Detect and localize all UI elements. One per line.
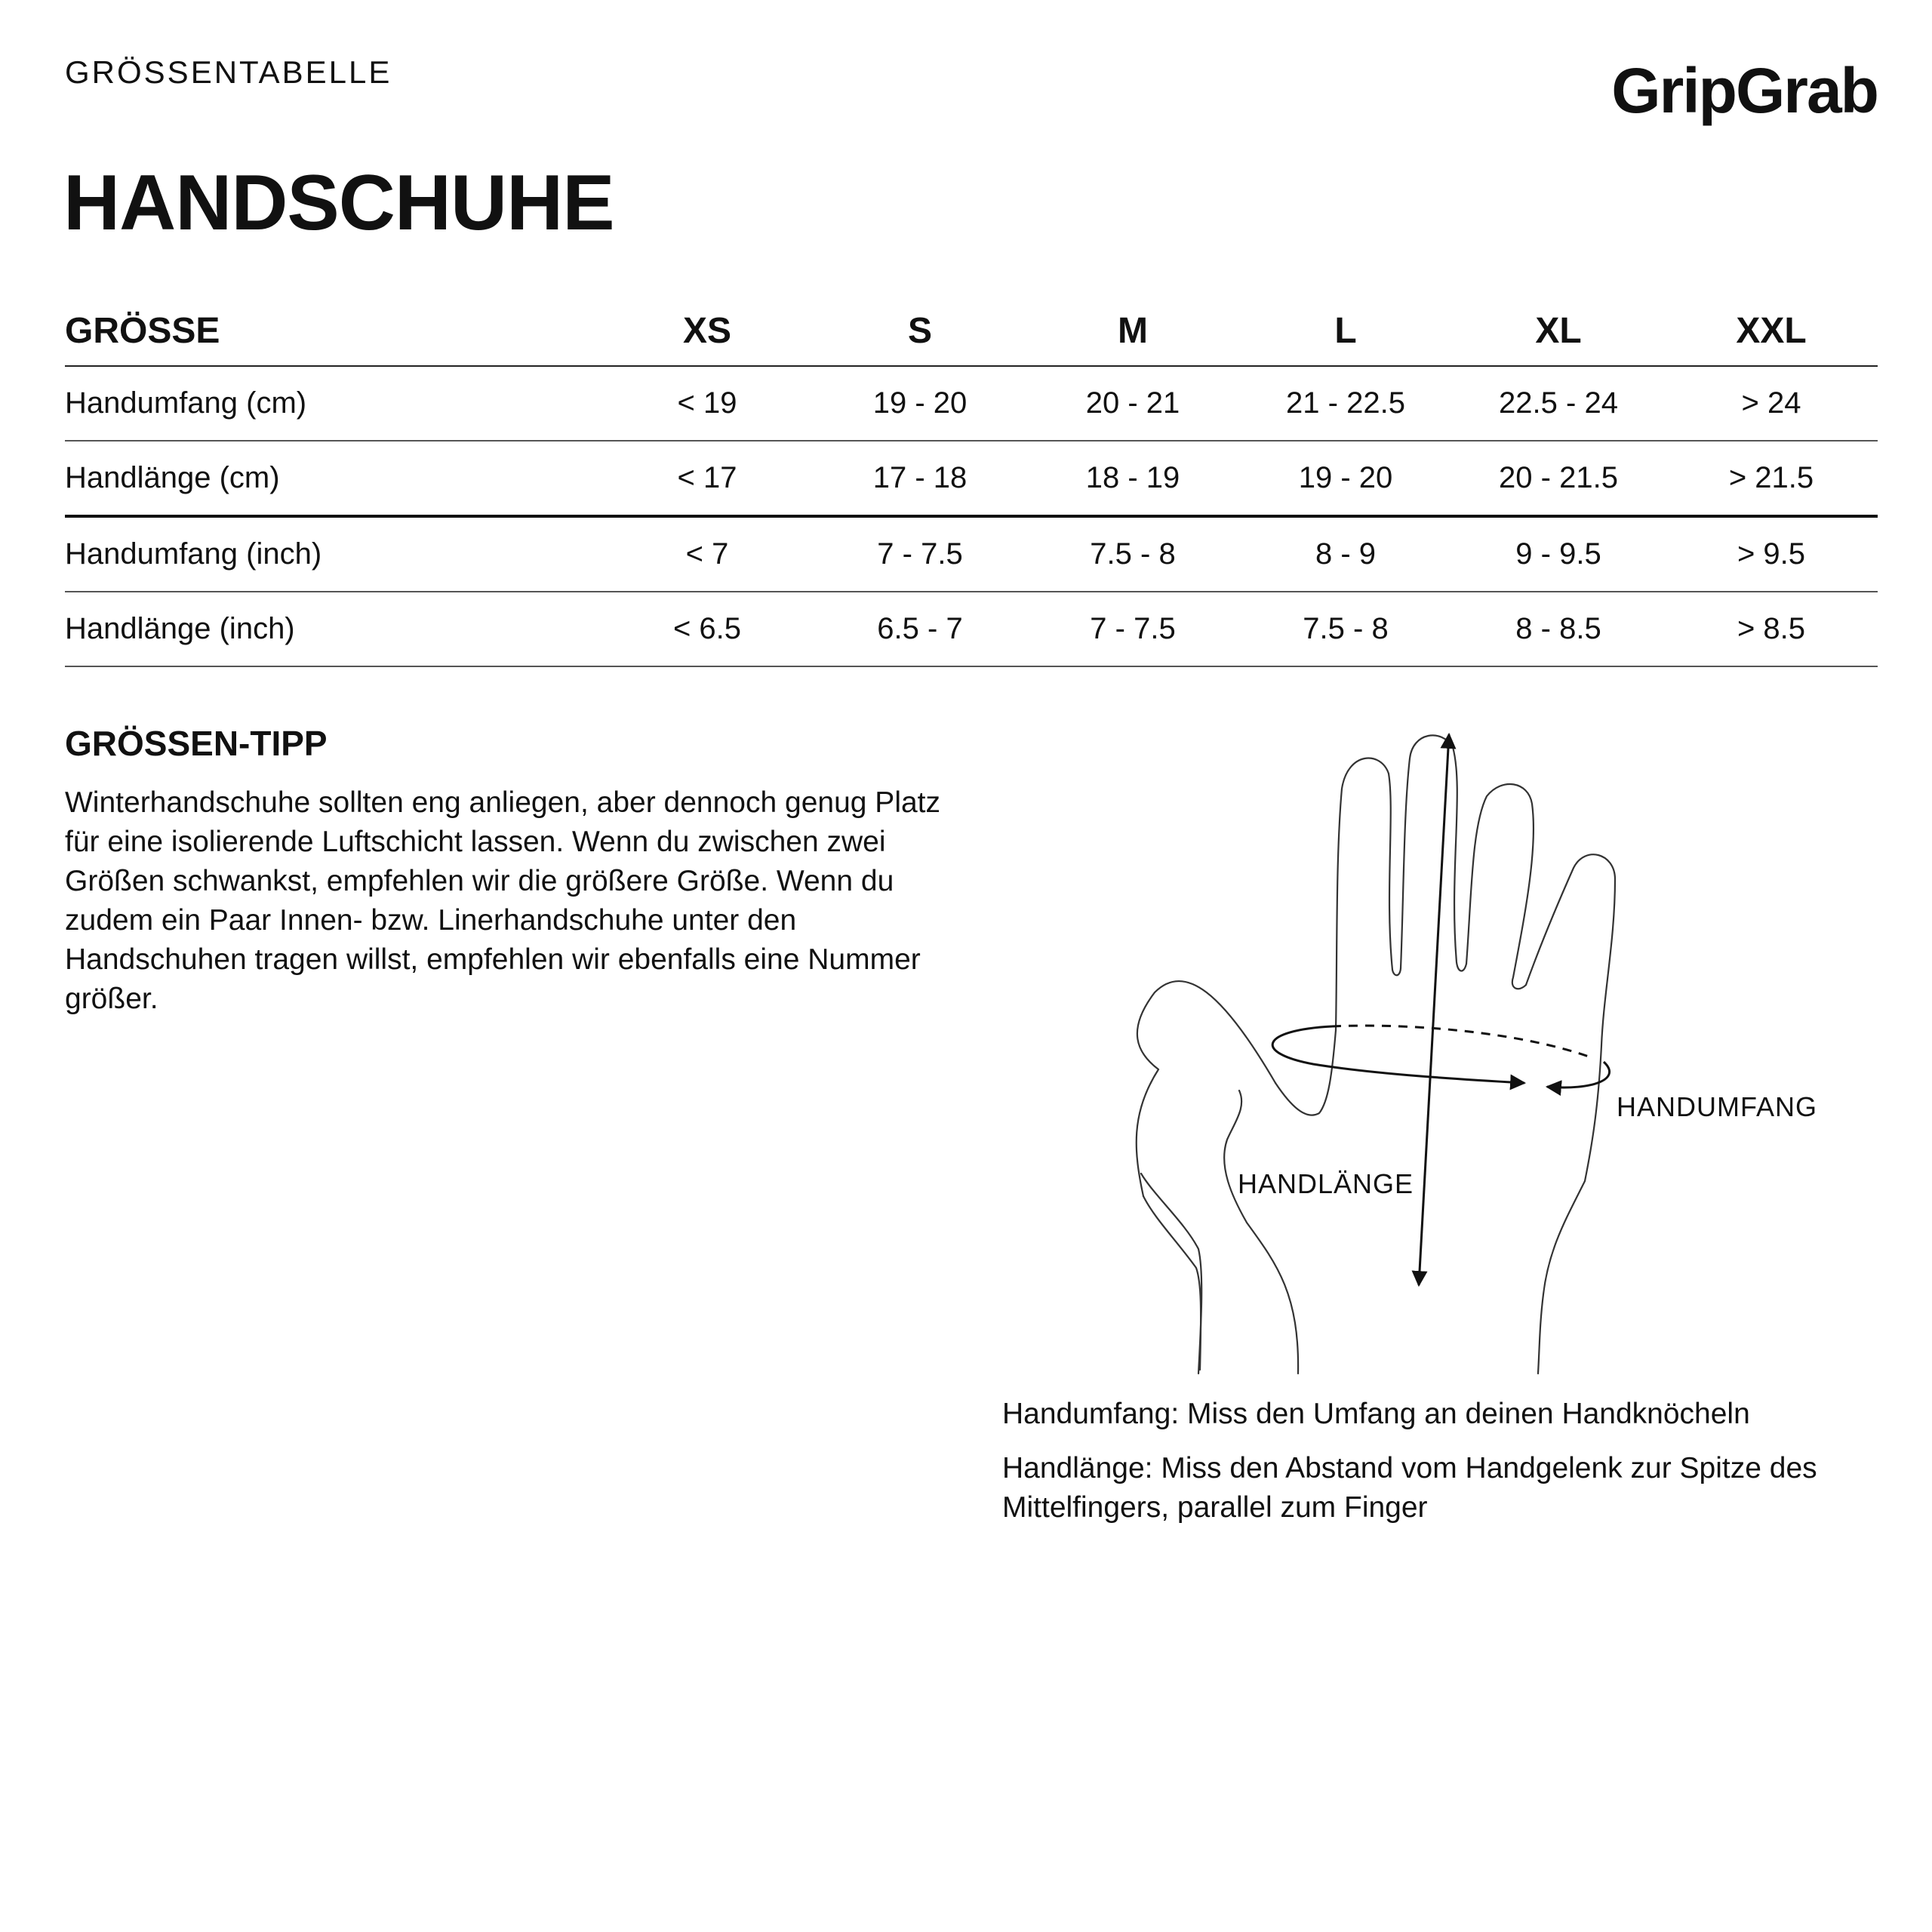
table-header-cell: XS [601, 296, 814, 366]
row-label: Handlänge (cm) [65, 441, 601, 516]
table-cell: 19 - 20 [1239, 441, 1452, 516]
brand-logo: GripGrab [1611, 55, 1878, 126]
wrist-left [1141, 1174, 1201, 1374]
table-cell: 7 - 7.5 [814, 516, 1026, 592]
hand-outline-icon [1132, 721, 1841, 1385]
table-cell: > 8.5 [1665, 592, 1878, 666]
section-eyebrow: GRÖSSENTABELLE [65, 54, 392, 90]
table-cell: 21 - 22.5 [1239, 366, 1452, 441]
row-label: Handlänge (inch) [65, 592, 601, 666]
row-label: Handumfang (inch) [65, 516, 601, 592]
measurement-notes [1002, 1395, 1885, 1543]
table-row [65, 516, 1878, 592]
table-cell: > 24 [1665, 366, 1878, 441]
table-header-row [65, 296, 1878, 366]
table-header-cell: XL [1452, 296, 1665, 366]
table-cell: < 7 [601, 516, 814, 592]
table-cell: > 21.5 [1665, 441, 1878, 516]
table-header-cell: GRÖSSE [65, 296, 601, 366]
table-cell: 22.5 - 24 [1452, 366, 1665, 441]
hand-length-label: HANDLÄNGE [1238, 1168, 1414, 1199]
table-cell: 18 - 19 [1026, 441, 1239, 516]
page-title: HANDSCHUHE [63, 159, 614, 247]
table-cell: > 9.5 [1665, 516, 1878, 592]
table-cell: 8 - 8.5 [1452, 592, 1665, 666]
table-cell: 17 - 18 [814, 441, 1026, 516]
table-cell: 6.5 - 7 [814, 592, 1026, 666]
hand-circumference-label: HANDUMFANG [1617, 1091, 1818, 1122]
table-cell: 19 - 20 [814, 366, 1026, 441]
row-label: Handumfang (cm) [65, 366, 601, 441]
tip-heading: GRÖSSEN-TIPP [65, 724, 328, 763]
table-cell: 7 - 7.5 [1026, 592, 1239, 666]
tip-text: Winterhandschuhe sollten eng anliegen, aber dennoch genug Platz für eine isolierende Luftschicht lassen. Wenn du zwischen zwei Größen schwankst, empfehlen wir die größere Größe. Wenn du zudem ein Paar Innen- bzw. Linerhandschuhe unter den Handschuhen tragen willst, empfehlen wir ebenfalls eine Nummer größer. [65, 786, 941, 1015]
table-header-cell: XXL [1665, 296, 1878, 366]
table-cell: 20 - 21 [1026, 366, 1239, 441]
table-cell: 9 - 9.5 [1452, 516, 1665, 592]
table-cell: < 19 [601, 366, 814, 441]
table-cell: 7.5 - 8 [1026, 516, 1239, 592]
table-header-cell: M [1026, 296, 1239, 366]
table-row [65, 366, 1878, 441]
circumference-note: Handumfang: Miss den Umfang an deinen Handknöcheln [1002, 1398, 1750, 1430]
table-row [65, 441, 1878, 516]
table-header-cell: L [1239, 296, 1452, 366]
table-cell: 7.5 - 8 [1239, 592, 1452, 666]
table-cell: < 17 [601, 441, 814, 516]
length-note: Handlänge: Miss den Abstand vom Handgelenk zur Spitze des Mittelfingers, parallel zum Finger [1002, 1452, 1817, 1524]
table-cell: 8 - 9 [1239, 516, 1452, 592]
table-header-cell: S [814, 296, 1026, 366]
table-cell: < 6.5 [601, 592, 814, 666]
size-table [65, 296, 1878, 667]
table-row [65, 592, 1878, 666]
table-cell: 20 - 21.5 [1452, 441, 1665, 516]
